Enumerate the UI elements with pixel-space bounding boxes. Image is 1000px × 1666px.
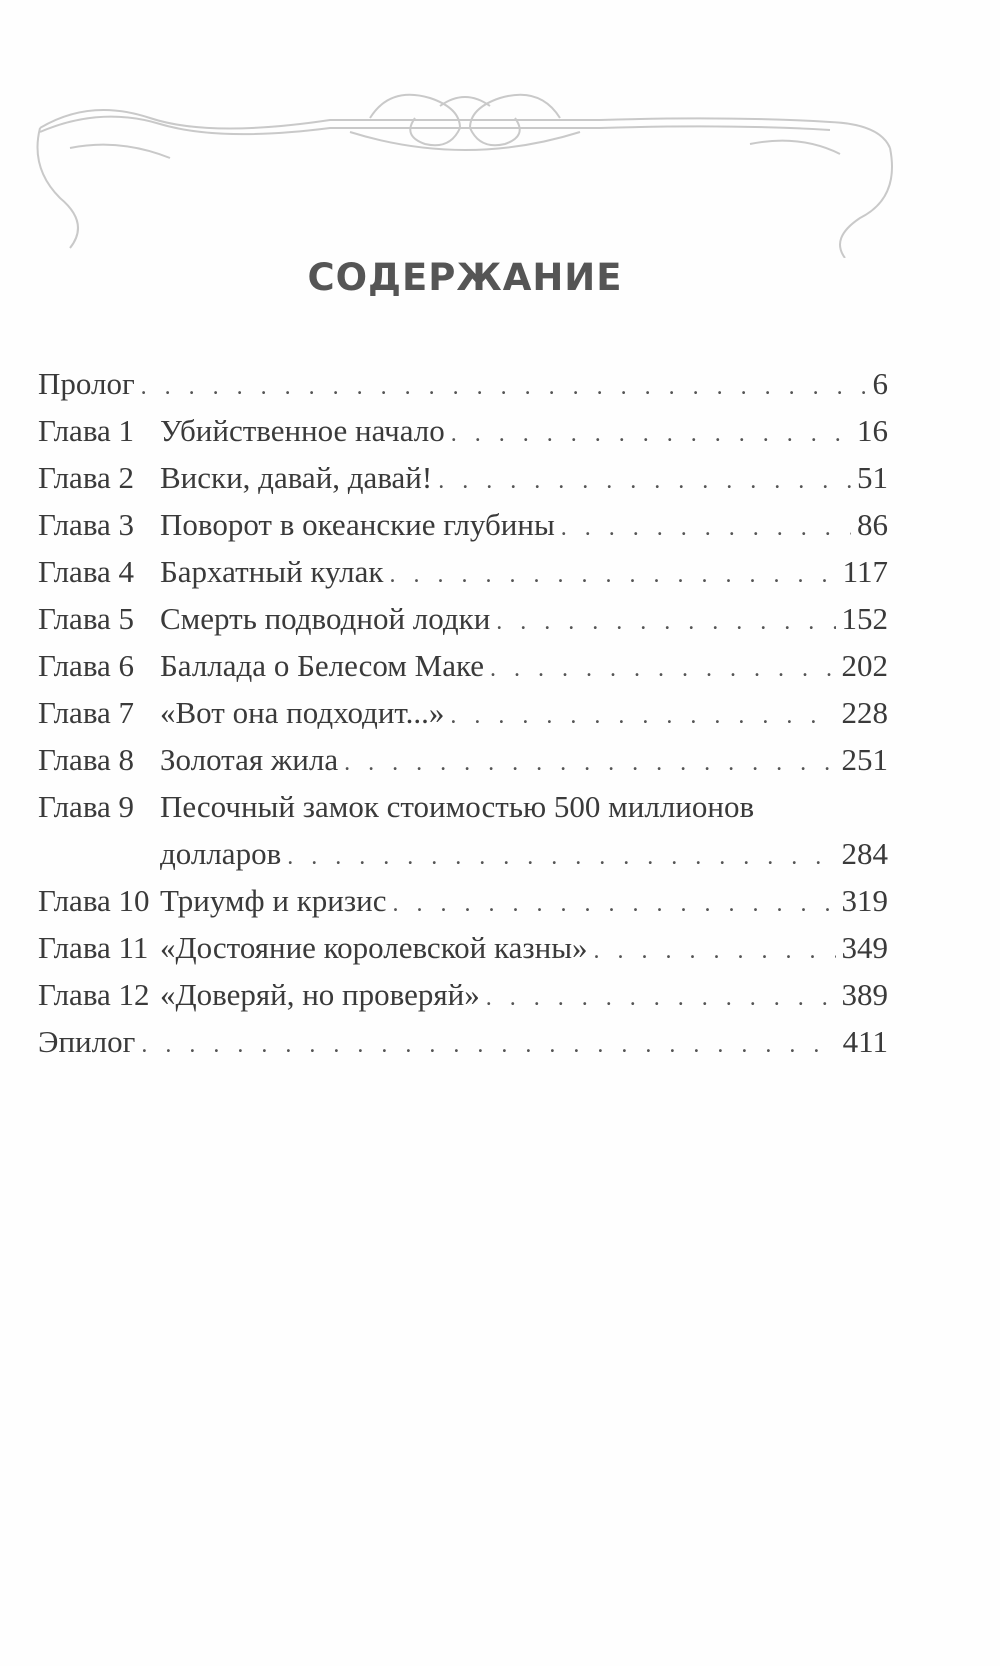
toc-entry-title: «Достояние королевской казны»: [160, 930, 588, 965]
toc-entry-prologue[interactable]: [38, 360, 888, 407]
decorative-header-ornament: [30, 88, 900, 258]
toc-entry-title: Виски, давай, давай!: [160, 460, 433, 495]
leader-dots: [287, 837, 835, 877]
toc-entry-page: 6: [872, 366, 888, 401]
leader-dots: [486, 978, 836, 1018]
page-title: СОДЕРЖАНИЕ: [307, 256, 623, 299]
toc-entry-chapter-1[interactable]: [38, 407, 888, 454]
toc-entry-label: Глава 12: [38, 977, 150, 1012]
toc-entry-page: 411: [842, 1024, 888, 1059]
toc-entry-chapter-4[interactable]: [38, 548, 888, 595]
leader-dots: [344, 743, 835, 783]
toc-entry-epilogue[interactable]: [38, 1018, 888, 1065]
toc-entry-label: Глава 1: [38, 413, 135, 448]
toc-entry-title: Песочный замок стоимостью 500 миллионов: [160, 789, 755, 824]
toc-entry-label: Глава 2: [38, 460, 135, 495]
toc-entry-label: Глава 8: [38, 742, 135, 777]
toc-entry-title-continued: долларов: [160, 836, 282, 871]
toc-entry-label: Глава 3: [38, 507, 135, 542]
toc-entry-title: Бархатный кулак: [160, 554, 384, 589]
leader-dots: [561, 508, 851, 548]
leader-dots: [392, 884, 835, 924]
toc-entry-label: Глава 10: [38, 883, 150, 918]
toc-entry-title: Триумф и кризис: [160, 883, 387, 918]
toc-entry-label: Пролог: [38, 366, 135, 401]
leader-dots: [490, 649, 835, 689]
toc-entry-title-line: [160, 783, 888, 830]
toc-entry-page: 284: [841, 836, 888, 871]
toc-entry-page: 389: [841, 977, 888, 1012]
toc-entry-label: Глава 7: [38, 695, 135, 730]
leader-dots: [450, 696, 835, 736]
toc-entry-page: 228: [841, 695, 888, 730]
toc-entry-page: 319: [841, 883, 888, 918]
toc-entry-chapter-7[interactable]: [38, 689, 888, 736]
toc-entry-page: 202: [841, 648, 888, 683]
toc-entry-title: Баллада о Белесом Маке: [160, 648, 485, 683]
table-of-contents: [38, 360, 888, 1065]
toc-entry-label: Эпилог: [38, 1024, 136, 1059]
toc-entry-page: 349: [841, 930, 888, 965]
leader-dots: [451, 414, 851, 454]
toc-entry-page: 251: [841, 742, 888, 777]
toc-entry-title: Поворот в океанские глубины: [160, 507, 555, 542]
toc-entry-title: Убийственное начало: [160, 413, 445, 448]
toc-entry-title: Золотая жила: [160, 742, 339, 777]
toc-entry-title: «Доверяй, но проверяй»: [160, 977, 480, 1012]
toc-entry-page: 16: [857, 413, 888, 448]
toc-entry-title: «Вот она подходит...»: [160, 695, 445, 730]
toc-entry-label: Глава 5: [38, 601, 135, 636]
toc-entry-page: 86: [857, 507, 888, 542]
leader-dots: [496, 602, 835, 642]
leader-dots: [438, 461, 851, 501]
toc-entry-page: 152: [841, 601, 888, 636]
leader-dots: [594, 931, 836, 971]
leader-dots: [141, 1025, 836, 1065]
toc-entry-title: Смерть подводной лодки: [160, 601, 491, 636]
toc-entry-chapter-11[interactable]: [38, 924, 888, 971]
leader-dots: [389, 555, 836, 595]
toc-entry-title-block: [160, 783, 888, 877]
toc-entry-chapter-2[interactable]: [38, 454, 888, 501]
toc-entry-chapter-9[interactable]: [38, 783, 888, 877]
toc-entry-label: Глава 9: [38, 789, 135, 824]
toc-entry-label: Глава 11: [38, 930, 149, 965]
toc-entry-chapter-12[interactable]: [38, 971, 888, 1018]
toc-entry-chapter-8[interactable]: [38, 736, 888, 783]
leader-dots: [141, 367, 867, 407]
toc-entry-chapter-5[interactable]: [38, 595, 888, 642]
toc-entry-label: Глава 6: [38, 648, 135, 683]
toc-entry-page: 117: [842, 554, 888, 589]
toc-entry-page: 51: [857, 460, 888, 495]
toc-entry-label: Глава 4: [38, 554, 135, 589]
toc-entry-chapter-6[interactable]: [38, 642, 888, 689]
toc-entry-chapter-10[interactable]: [38, 877, 888, 924]
toc-entry-chapter-3[interactable]: [38, 501, 888, 548]
toc-entry-title-line: [160, 830, 888, 877]
